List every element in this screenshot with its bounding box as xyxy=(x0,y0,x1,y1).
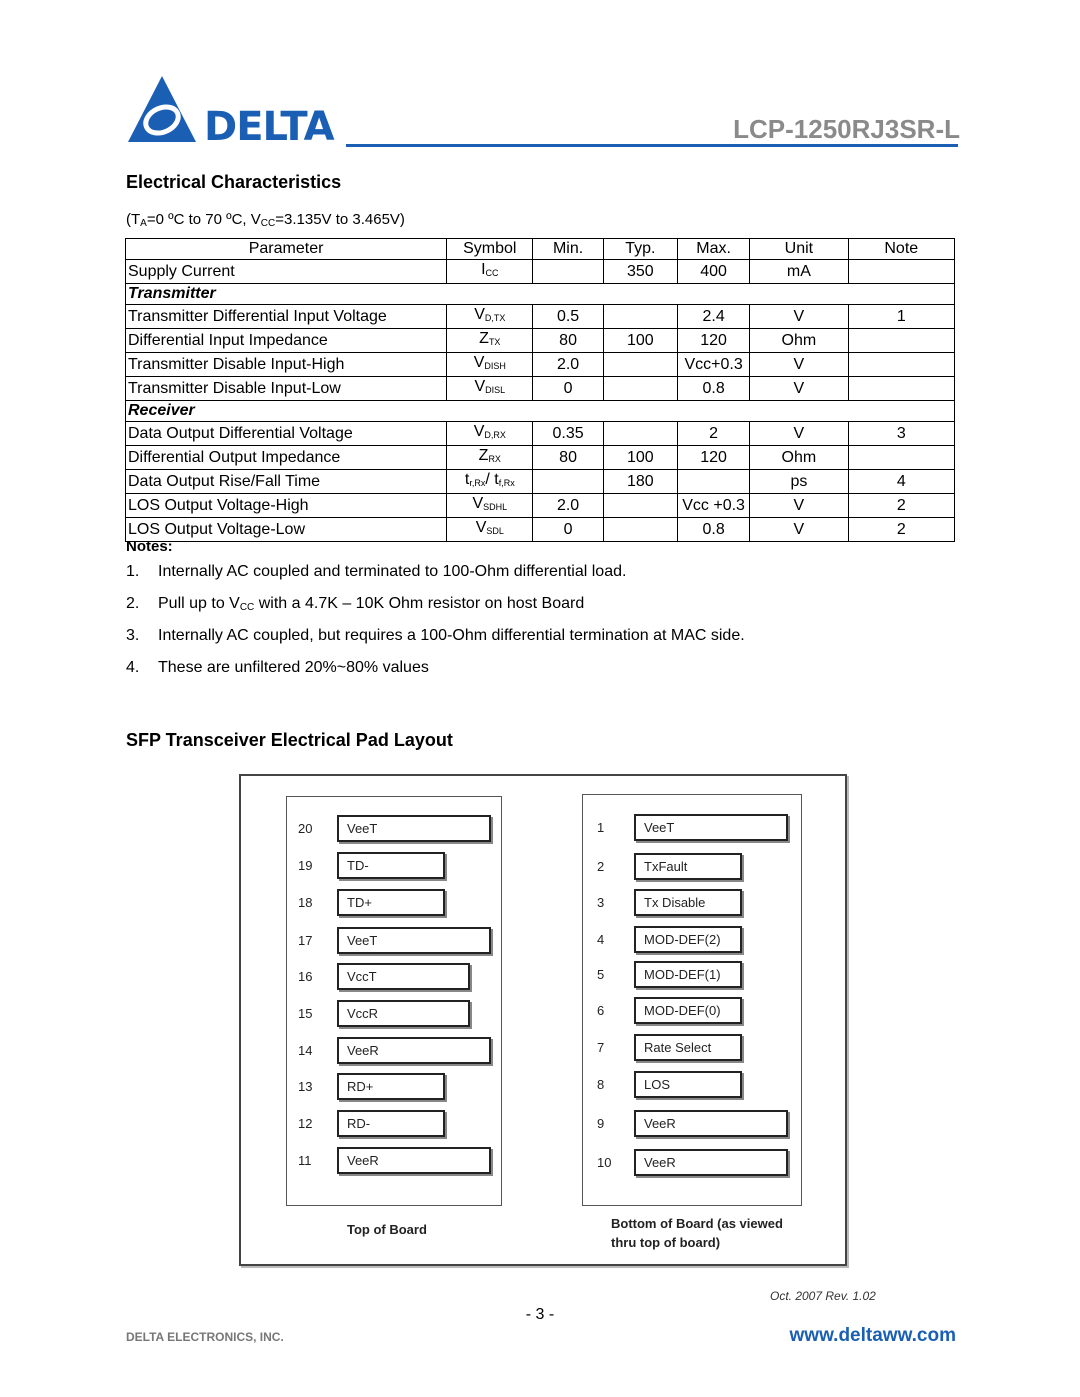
cell-note: 2 xyxy=(848,518,954,542)
cell-min: 0 xyxy=(533,377,603,401)
document-title: LCP-1250RJ3SR-L xyxy=(733,114,960,144)
pin-number: 4 xyxy=(597,932,605,947)
cell-unit: V xyxy=(750,353,848,377)
column-header: Unit xyxy=(750,239,848,260)
cell-unit: V xyxy=(750,518,848,542)
cell-max: 2.4 xyxy=(677,305,749,329)
cell-min: 0 xyxy=(533,518,603,542)
cell-min: 2.0 xyxy=(533,494,603,518)
pin-number: 15 xyxy=(298,1006,313,1021)
pin-pad: VeeR xyxy=(337,1147,491,1174)
cell-unit: Ohm xyxy=(750,446,848,470)
table-row xyxy=(126,329,955,353)
pin-pad: Rate Select xyxy=(634,1034,742,1061)
cell-typ: 180 xyxy=(603,470,677,494)
cell-unit: mA xyxy=(750,260,848,284)
cell-param: Data Output Rise/Fall Time xyxy=(126,470,447,494)
cell-min: 0.5 xyxy=(533,305,603,329)
pin-pad: MOD-DEF(0) xyxy=(634,997,742,1024)
table-row xyxy=(126,470,955,494)
table-header-row xyxy=(126,239,955,260)
bottom-of-board-caption-line2: thru top of board) xyxy=(611,1235,721,1250)
pin-number: 7 xyxy=(597,1040,605,1055)
cell-typ: 350 xyxy=(603,260,677,284)
cell-symbol: $V_{D,RX}$ xyxy=(447,422,533,446)
cell-param: LOS Output Voltage-Low xyxy=(126,518,447,542)
page-number: - 3 - xyxy=(525,1306,555,1323)
pin-number: 18 xyxy=(298,895,313,910)
pin-pad: MOD-DEF(1) xyxy=(634,961,742,988)
company-name: DELTA ELECTRONICS, INC. xyxy=(126,1330,284,1344)
cell-min xyxy=(533,470,603,494)
column-header: Note xyxy=(848,239,954,260)
cell-unit: V xyxy=(750,305,848,329)
pin-number: 19 xyxy=(298,858,313,873)
pin-number: 12 xyxy=(298,1116,313,1131)
cell-max: 2 xyxy=(677,422,749,446)
cell-param: Supply Current xyxy=(126,260,447,284)
pin-pad: MOD-DEF(2) xyxy=(634,926,742,953)
cell-unit: V xyxy=(750,377,848,401)
pin-number: 20 xyxy=(298,821,313,836)
cell-typ xyxy=(603,305,677,329)
operating-conditions: ($T_A=0$ ºC to 70 ºC, $V_{CC}=3.135V$ to 3.465V) xyxy=(126,211,405,229)
table-row xyxy=(126,377,955,401)
cell-unit: V xyxy=(750,494,848,518)
column-header: Symbol xyxy=(447,239,533,260)
pin-pad: VeeR xyxy=(634,1110,788,1137)
cell-unit: Ohm xyxy=(750,329,848,353)
table-row xyxy=(126,422,955,446)
pin-pad: RD+ xyxy=(337,1073,445,1100)
section-row xyxy=(126,284,955,305)
cell-min: 80 xyxy=(533,329,603,353)
cell-symbol: $V_{DISL}$ xyxy=(447,377,533,401)
cell-note xyxy=(848,329,954,353)
cell-max: 400 xyxy=(677,260,749,284)
cell-typ xyxy=(603,494,677,518)
pin-pad: LOS xyxy=(634,1071,742,1098)
cell-min xyxy=(533,260,603,284)
cell-symbol: $Z_{RX}$ xyxy=(447,446,533,470)
table-row xyxy=(126,518,955,542)
cell-typ: 100 xyxy=(603,329,677,353)
pin-pad: VccT xyxy=(337,963,470,990)
pin-number: 10 xyxy=(597,1155,612,1170)
pin-number: 9 xyxy=(597,1116,605,1131)
cell-note xyxy=(848,353,954,377)
cell-note: 1 xyxy=(848,305,954,329)
pin-pad: VeeR xyxy=(337,1037,491,1064)
cell-note xyxy=(848,446,954,470)
top-of-board-caption: Top of Board xyxy=(347,1222,427,1237)
cell-min: 2.0 xyxy=(533,353,603,377)
cell-max: 120 xyxy=(677,329,749,353)
column-header: Typ. xyxy=(603,239,677,260)
pin-number: 6 xyxy=(597,1003,605,1018)
pin-number: 16 xyxy=(298,969,313,984)
pin-number: 17 xyxy=(298,933,313,948)
electrical-characteristics-table xyxy=(125,238,955,542)
cell-note: 4 xyxy=(848,470,954,494)
cell-typ: 100 xyxy=(603,446,677,470)
header-rule xyxy=(346,144,958,147)
cell-typ xyxy=(603,377,677,401)
website-link[interactable]: www.deltaww.com xyxy=(789,1325,956,1346)
cell-min: 80 xyxy=(533,446,603,470)
pin-number: 1 xyxy=(597,820,605,835)
cell-symbol: $V_{SDHL}$ xyxy=(447,494,533,518)
pin-pad: RD- xyxy=(337,1110,445,1137)
cell-param: Data Output Differential Voltage xyxy=(126,422,447,446)
pad-layout-heading: SFP Transceiver Electrical Pad Layout xyxy=(126,730,453,750)
cell-max: 120 xyxy=(677,446,749,470)
pin-pad: Tx Disable xyxy=(634,889,742,916)
column-header: Max. xyxy=(677,239,749,260)
cell-param: LOS Output Voltage-High xyxy=(126,494,447,518)
pin-pad: VeeT xyxy=(337,815,491,842)
cell-unit: V xyxy=(750,422,848,446)
cell-max xyxy=(677,470,749,494)
cell-note: 2 xyxy=(848,494,954,518)
pin-pad: TxFault xyxy=(634,853,742,880)
cell-max: Vcc +0.3 xyxy=(677,494,749,518)
electrical-characteristics-heading: Electrical Characteristics xyxy=(126,172,342,192)
pin-pad: TD- xyxy=(337,852,445,879)
cell-symbol: $V_{D,TX}$ xyxy=(447,305,533,329)
pin-number: 3 xyxy=(597,895,605,910)
revision-text: Oct. 2007 Rev. 1.02 xyxy=(770,1289,876,1303)
cell-typ xyxy=(603,422,677,446)
pin-pad: VeeT xyxy=(337,927,491,954)
pin-number: 14 xyxy=(298,1043,313,1058)
pin-number: 8 xyxy=(597,1077,605,1092)
column-header: Parameter xyxy=(126,239,447,260)
logo-wordmark: DELTA xyxy=(204,104,334,146)
pin-pad: VeeR xyxy=(634,1149,788,1176)
cell-param: Differential Input Impedance xyxy=(126,329,447,353)
section-row xyxy=(126,401,955,422)
column-header: Min. xyxy=(533,239,603,260)
cell-max: Vcc+0.3 xyxy=(677,353,749,377)
pin-number: 13 xyxy=(298,1079,313,1094)
cell-symbol: $V_{SDL}$ xyxy=(447,518,533,542)
section-label: Receiver xyxy=(126,401,955,422)
pin-number: 11 xyxy=(298,1153,312,1168)
cell-note xyxy=(848,260,954,284)
cell-max: 0.8 xyxy=(677,377,749,401)
pin-number: 5 xyxy=(597,967,605,982)
notes-heading: Notes: xyxy=(126,538,173,555)
table-row xyxy=(126,494,955,518)
note-item: 2. Pull up to $V_{CC}$ with a 4.7K – 10K Ohm resistor on host Board xyxy=(126,595,585,613)
cell-symbol: $Z_{TX}$ xyxy=(447,329,533,353)
cell-typ xyxy=(603,353,677,377)
pad-layout-figure xyxy=(239,774,847,1266)
cell-note xyxy=(848,377,954,401)
note-item: 3. Internally AC coupled, but requires a 100-Ohm differential termination at MAC side. xyxy=(126,627,745,644)
cell-typ xyxy=(603,518,677,542)
cell-max: 0.8 xyxy=(677,518,749,542)
cell-param: Transmitter Disable Input-High xyxy=(126,353,447,377)
table-row xyxy=(126,260,955,284)
note-item: 1. Internally AC coupled and terminated to 100-Ohm differential load. xyxy=(126,563,627,580)
pin-pad: TD+ xyxy=(337,889,445,916)
cell-symbol: $I_{CC}$ xyxy=(447,260,533,284)
cell-note: 3 xyxy=(848,422,954,446)
pin-number: 2 xyxy=(597,859,605,874)
cell-symbol: $V_{DISH}$ xyxy=(447,353,533,377)
cell-unit: ps xyxy=(750,470,848,494)
delta-logo xyxy=(126,74,346,146)
cell-min: 0.35 xyxy=(533,422,603,446)
cell-param: Transmitter Disable Input-Low xyxy=(126,377,447,401)
note-item: 4. These are unfiltered 20%~80% values xyxy=(126,659,429,676)
section-label: Transmitter xyxy=(126,284,955,305)
table-row xyxy=(126,446,955,470)
cell-param: Transmitter Differential Input Voltage xyxy=(126,305,447,329)
bottom-of-board-caption: Bottom of Board (as viewed xyxy=(611,1216,783,1231)
pin-pad: VccR xyxy=(337,1000,470,1027)
table-body xyxy=(126,260,955,542)
table-row xyxy=(126,353,955,377)
cell-symbol: $t_{r,Rx}/$ $t_{f,Rx}$ xyxy=(447,470,533,494)
table-row xyxy=(126,305,955,329)
pin-pad: VeeT xyxy=(634,814,788,841)
cell-param: Differential Output Impedance xyxy=(126,446,447,470)
